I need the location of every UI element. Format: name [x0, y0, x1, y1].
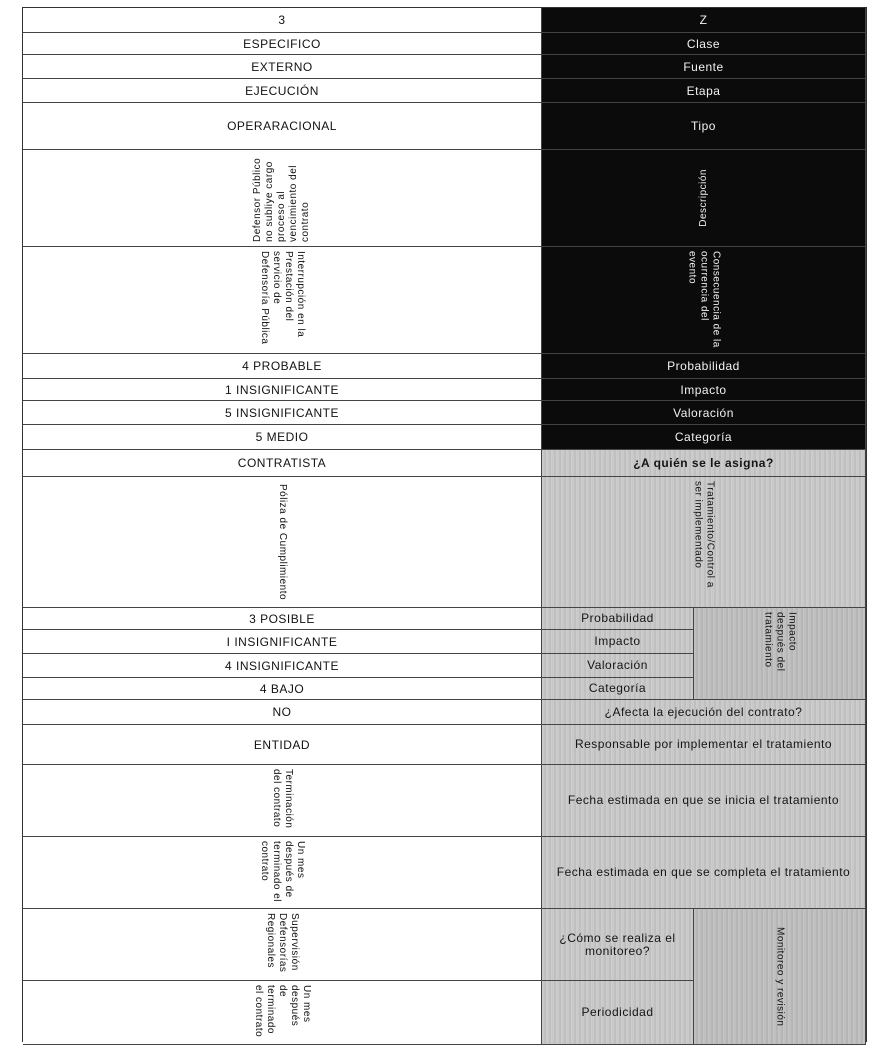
tratamiento-label-cell	[542, 477, 866, 608]
probabilidad-value: 4 PROBABLE	[23, 354, 542, 379]
fecha-inicio-value: Terminación del contrato	[271, 769, 294, 829]
tipo-value: OPERARACIONAL	[23, 103, 542, 150]
post-impacto-label: Impacto	[542, 630, 694, 654]
consecuencia-value-cell	[23, 247, 542, 354]
asignado-value: CONTRATISTA	[23, 450, 542, 477]
fecha-fin-value-cell	[23, 837, 542, 909]
tratamiento-label: Tratamiento/Control a ser implementado	[692, 481, 716, 588]
post-categoria-value: 4 BAJO	[23, 678, 542, 700]
impacto-label: Impacto	[542, 379, 866, 401]
fuente-value: EXTERNO	[23, 55, 542, 79]
etapa-value: EJECUCIÓN	[23, 79, 542, 103]
post-probabilidad-label: Probabilidad	[542, 608, 694, 630]
afecta-ejecucion-value: NO	[23, 700, 542, 725]
descripcion-label-cell	[542, 150, 866, 247]
monitoreo-group-cell	[694, 909, 866, 1045]
clase-label: Clase	[542, 33, 866, 55]
probabilidad-label: Probabilidad	[542, 354, 866, 379]
periodicidad-value-cell	[23, 981, 542, 1045]
post-categoria-label: Categoría	[542, 678, 694, 700]
post-tratamiento-group-cell	[694, 608, 866, 700]
etapa-label: Etapa	[542, 79, 866, 103]
consecuencia-value: Interrupción en la Prestación del servicio de Defensoría Pública	[259, 251, 306, 345]
responsable-value: ENTIDAD	[23, 725, 542, 765]
categoria-value: 5 MEDIO	[23, 425, 542, 450]
tratamiento-value-cell	[23, 477, 542, 608]
valoracion-value: 5 INSIGNIFICANTE	[23, 401, 542, 425]
tipo-label: Tipo	[542, 103, 866, 150]
descripcion-value: Defensor Público no subliye cargo proceso al vencimiento del contrato	[252, 157, 311, 242]
column-header-value: 3	[23, 8, 542, 33]
fecha-fin-label: Fecha estimada en que se completa el tratamiento	[542, 837, 866, 909]
responsable-label: Responsable por implementar el tratamiento	[542, 725, 866, 765]
monitoreo-como-label: ¿Cómo se realiza el monitoreo?	[542, 909, 694, 981]
periodicidad-label: Periodicidad	[542, 981, 694, 1045]
periodicidad-value: Un mes después de terminado el contrato	[253, 985, 312, 1038]
fuente-label: Fuente	[542, 55, 866, 79]
post-valoracion-label: Valoración	[542, 654, 694, 678]
clase-value: ESPECIFICO	[23, 33, 542, 55]
risk-matrix-table	[22, 7, 867, 1042]
column-header-label: Z	[542, 8, 866, 33]
consecuencia-label-cell	[542, 247, 866, 354]
descripcion-label: Descripción	[697, 169, 709, 227]
post-tratamiento-group-label: Impacto después del tratamiento	[762, 612, 798, 672]
fecha-inicio-value-cell	[23, 765, 542, 837]
monitoreo-como-value: Supervisión Defensorías Regionales	[265, 913, 300, 973]
asignado-label: ¿A quién se le asigna?	[542, 450, 866, 477]
monitoreo-group-label: Monitoreo y revisión	[774, 926, 786, 1027]
fecha-inicio-label: Fecha estimada en que se inicia el tratamiento	[542, 765, 866, 837]
impacto-value: 1 INSIGNIFICANTE	[23, 379, 542, 401]
monitoreo-como-value-cell	[23, 909, 542, 981]
categoria-label: Categoría	[542, 425, 866, 450]
afecta-ejecucion-label: ¿Afecta la ejecución del contrato?	[542, 700, 866, 725]
consecuencia-label: Consecuencia de la ocurrencia del evento	[686, 251, 722, 348]
post-valoracion-value: 4 INSIGNIFICANTE	[23, 654, 542, 678]
valoracion-label: Valoración	[542, 401, 866, 425]
post-impacto-value: I INSIGNIFICANTE	[23, 630, 542, 654]
fecha-fin-value: Un mes después de terminado el contrato	[259, 841, 306, 903]
descripcion-value-cell	[23, 150, 542, 247]
tratamiento-value: Póliza de Cumplimiento	[277, 483, 288, 601]
post-probabilidad-value: 3 POSIBLE	[23, 608, 542, 630]
